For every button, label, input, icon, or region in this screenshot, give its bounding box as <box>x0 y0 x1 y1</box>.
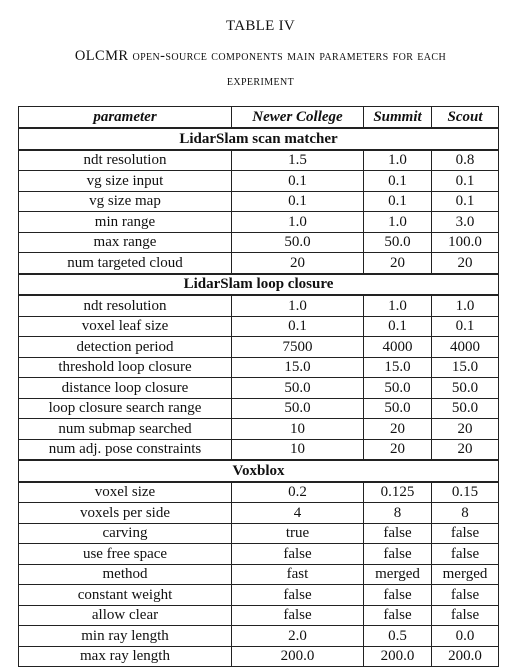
cell-newer-college: true <box>232 523 364 544</box>
cell-scout: 100.0 <box>432 232 499 253</box>
header-scout: Scout <box>432 107 499 129</box>
cell-scout: 0.8 <box>432 150 499 171</box>
cell-summit: false <box>364 605 432 626</box>
cell-scout: 20 <box>432 439 499 460</box>
cell-parameter: voxel leaf size <box>19 316 232 337</box>
cell-scout: 3.0 <box>432 212 499 233</box>
table-row <box>19 646 499 667</box>
cell-summit: 0.125 <box>364 482 432 503</box>
table-row <box>19 378 499 399</box>
cell-newer-college: 200.0 <box>232 646 364 667</box>
cell-newer-college: 1.0 <box>232 295 364 316</box>
cell-summit: false <box>364 523 432 544</box>
section-header-row <box>19 274 499 296</box>
table-row <box>19 316 499 337</box>
header-parameter: parameter <box>19 107 232 129</box>
cell-summit: 1.0 <box>364 150 432 171</box>
cell-scout: 0.1 <box>432 171 499 192</box>
cell-parameter: method <box>19 564 232 585</box>
caption-line-2: experiment <box>226 73 295 89</box>
table-row <box>19 626 499 647</box>
header-newer-college: Newer College <box>232 107 364 129</box>
section-title: LidarSlam scan matcher <box>19 128 499 150</box>
cell-scout: 0.0 <box>432 626 499 647</box>
cell-scout: 20 <box>432 253 499 274</box>
cell-newer-college: 50.0 <box>232 398 364 419</box>
table-row <box>19 212 499 233</box>
cell-summit: merged <box>364 564 432 585</box>
table-body <box>19 128 499 667</box>
cell-parameter: distance loop closure <box>19 378 232 399</box>
cell-newer-college: 0.2 <box>232 482 364 503</box>
cell-newer-college: 50.0 <box>232 378 364 399</box>
cell-parameter: threshold loop closure <box>19 357 232 378</box>
table-row <box>19 482 499 503</box>
table-row <box>19 439 499 460</box>
table-row <box>19 585 499 606</box>
cell-newer-college: false <box>232 605 364 626</box>
cell-summit: 4000 <box>364 337 432 358</box>
cell-parameter: allow clear <box>19 605 232 626</box>
cell-parameter: voxel size <box>19 482 232 503</box>
table-row <box>19 605 499 626</box>
cell-scout: 50.0 <box>432 378 499 399</box>
section-title: Voxblox <box>19 460 499 482</box>
cell-newer-college: 1.0 <box>232 212 364 233</box>
cell-summit: 0.1 <box>364 171 432 192</box>
cell-summit: 8 <box>364 503 432 524</box>
cell-scout: 15.0 <box>432 357 499 378</box>
cell-summit: 200.0 <box>364 646 432 667</box>
cell-newer-college: 7500 <box>232 337 364 358</box>
cell-parameter: ndt resolution <box>19 295 232 316</box>
cell-newer-college: 0.1 <box>232 316 364 337</box>
table-number: TABLE IV <box>225 18 296 34</box>
cell-summit: 20 <box>364 439 432 460</box>
cell-summit: 0.1 <box>364 191 432 212</box>
table-row <box>19 503 499 524</box>
cell-newer-college: 50.0 <box>232 232 364 253</box>
table-row <box>19 419 499 440</box>
cell-scout: 8 <box>432 503 499 524</box>
cell-scout: 0.15 <box>432 482 499 503</box>
section-title: LidarSlam loop closure <box>19 274 499 296</box>
table-row <box>19 564 499 585</box>
table-caption <box>0 44 521 94</box>
caption-line-1: OLCMR open-source components main parameters for each <box>74 48 447 64</box>
cell-parameter: voxels per side <box>19 503 232 524</box>
cell-newer-college: 0.1 <box>232 191 364 212</box>
cell-parameter: num submap searched <box>19 419 232 440</box>
cell-newer-college: 4 <box>232 503 364 524</box>
cell-summit: 50.0 <box>364 398 432 419</box>
header-summit: Summit <box>364 107 432 129</box>
cell-scout: 200.0 <box>432 646 499 667</box>
section-header-row <box>19 128 499 150</box>
cell-parameter: vg size input <box>19 171 232 192</box>
cell-parameter: min range <box>19 212 232 233</box>
table-row <box>19 171 499 192</box>
cell-parameter: use free space <box>19 544 232 565</box>
cell-parameter: num targeted cloud <box>19 253 232 274</box>
cell-parameter: min ray length <box>19 626 232 647</box>
cell-newer-college: 10 <box>232 419 364 440</box>
cell-summit: 0.5 <box>364 626 432 647</box>
cell-newer-college: false <box>232 585 364 606</box>
cell-newer-college: 1.5 <box>232 150 364 171</box>
cell-newer-college: 2.0 <box>232 626 364 647</box>
table-header-row <box>19 107 499 129</box>
table-row <box>19 232 499 253</box>
cell-newer-college: 20 <box>232 253 364 274</box>
cell-summit: 15.0 <box>364 357 432 378</box>
table-row <box>19 544 499 565</box>
table-row <box>19 295 499 316</box>
table-row <box>19 191 499 212</box>
cell-newer-college: false <box>232 544 364 565</box>
cell-parameter: max range <box>19 232 232 253</box>
table-row <box>19 150 499 171</box>
cell-scout: merged <box>432 564 499 585</box>
cell-newer-college: 15.0 <box>232 357 364 378</box>
cell-parameter: carving <box>19 523 232 544</box>
cell-summit: false <box>364 544 432 565</box>
cell-summit: 1.0 <box>364 212 432 233</box>
cell-scout: 20 <box>432 419 499 440</box>
table-row <box>19 398 499 419</box>
cell-summit: 1.0 <box>364 295 432 316</box>
cell-scout: false <box>432 523 499 544</box>
table-row <box>19 357 499 378</box>
cell-parameter: ndt resolution <box>19 150 232 171</box>
cell-summit: 20 <box>364 419 432 440</box>
cell-summit: 20 <box>364 253 432 274</box>
cell-parameter: detection period <box>19 337 232 358</box>
cell-scout: 4000 <box>432 337 499 358</box>
cell-parameter: constant weight <box>19 585 232 606</box>
cell-parameter: loop closure search range <box>19 398 232 419</box>
table-row <box>19 337 499 358</box>
cell-summit: false <box>364 585 432 606</box>
cell-newer-college: fast <box>232 564 364 585</box>
cell-parameter: max ray length <box>19 646 232 667</box>
cell-newer-college: 0.1 <box>232 171 364 192</box>
cell-newer-college: 10 <box>232 439 364 460</box>
table-row <box>19 253 499 274</box>
cell-scout: 0.1 <box>432 191 499 212</box>
table-row <box>19 523 499 544</box>
cell-scout: false <box>432 544 499 565</box>
cell-scout: false <box>432 605 499 626</box>
section-header-row <box>19 460 499 482</box>
cell-summit: 50.0 <box>364 232 432 253</box>
parameters-table <box>18 106 499 667</box>
cell-summit: 50.0 <box>364 378 432 399</box>
cell-scout: 1.0 <box>432 295 499 316</box>
cell-scout: 50.0 <box>432 398 499 419</box>
cell-parameter: num adj. pose constraints <box>19 439 232 460</box>
cell-scout: false <box>432 585 499 606</box>
cell-scout: 0.1 <box>432 316 499 337</box>
cell-parameter: vg size map <box>19 191 232 212</box>
cell-summit: 0.1 <box>364 316 432 337</box>
